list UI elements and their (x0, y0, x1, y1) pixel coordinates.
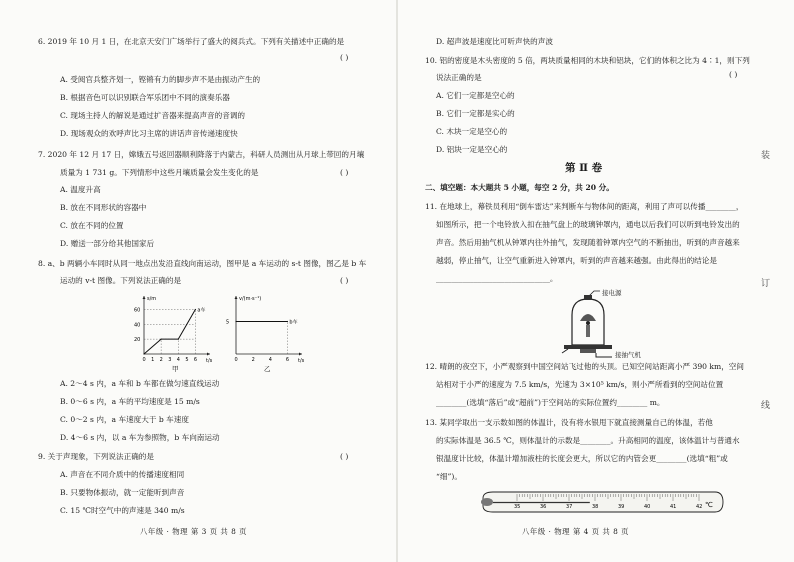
label-pump: 接抽气机 (615, 351, 641, 359)
q7-option-c: C. 放在不同的位置 (60, 221, 124, 230)
x-tick-label: 3 (168, 357, 172, 363)
thermometer-bulb (481, 498, 493, 506)
q8-answer-paren[interactable]: ( ) (340, 276, 349, 285)
clinical-thermometer (477, 488, 727, 518)
q6-option-c: C. 现场主持人的解说是通过扩音器来提高声音的音调的 (60, 111, 246, 120)
q13-line1: 13. 某同学取出一支示数如图的体温计，没有将水银甩下就直接测量自己的体温，若他 (425, 418, 713, 427)
q10-option-b: B. 它们一定都是实心的 (436, 109, 515, 118)
y-axis-arrow (143, 296, 146, 299)
x-axis-label: t/s (298, 358, 305, 364)
q10-option-a: A. 它们一定都是空心的 (436, 91, 515, 100)
edge-mark-xian: 线 (761, 401, 771, 411)
edge-mark-ding: 订 (761, 279, 771, 289)
q9-option-b: B. 只要物体振动，就一定能听到声音 (60, 488, 185, 497)
x-tick-label: 4 (268, 357, 272, 363)
x-tick-label: 6 (193, 357, 198, 363)
q8-option-c: C. 0～2 s 内，a 车速度大于 b 车速度 (60, 415, 189, 424)
q11-line2: 如图所示，把一个电铃放入扣在抽气盘上的玻璃钟罩内，通电以后我们可以听到电铃发出的 (436, 220, 740, 229)
q8-option-a: A. 2～4 s 内，a 车和 b 车都在做匀速直线运动 (60, 379, 220, 388)
thermometer-tick-label: 42 (696, 504, 703, 510)
q9-option-c: C. 15 ℃时空气中的声速是 340 m/s (60, 506, 185, 515)
thermometer-tick-label: 36 (540, 504, 547, 510)
y-axis-label: v/(m·s⁻¹) (239, 296, 262, 302)
chart-jia-st (128, 292, 218, 374)
series-line (144, 309, 195, 354)
thermometer-tick-label: 41 (670, 504, 677, 510)
thermometer-tick-label: 35 (514, 504, 521, 510)
q10-option-c: C. 木块一定是空心的 (436, 127, 508, 136)
q7-option-a: A. 温度升高 (60, 185, 101, 194)
y-axis-arrow (235, 296, 238, 299)
q11-line1: 11. 在地球上，幕铁员利用“倒车雷达”来判断车与物体间的距离，利用了声可以传播________， (425, 202, 744, 211)
x-tick-label: 1 (151, 357, 155, 363)
q13-line3: 银温度计比较，体温计增加液柱的长度会更大，所以它的内管会更________(选填“粗”或 (436, 454, 728, 463)
q10-option-d: D. 铝块一定是空心的 (436, 145, 508, 154)
label-power: 接电源 (602, 289, 622, 297)
x-tick-label: 2 (251, 357, 255, 363)
data-point (287, 321, 288, 322)
series-label: a车 (197, 307, 206, 314)
q12-line1: 12. 晴朗的夜空下，小严观察到中国空间站飞过他的头顶。已知空间站距离小严 390 km，空间 (425, 362, 744, 371)
q7-option-b: B. 放在不同形状的容器中 (60, 203, 147, 212)
q11-line3: 声音。然后用抽气机从钟罩内往外抽气，发现随着钟罩内空气的不断抽出，听到的声音越来 (436, 238, 740, 247)
data-point (235, 321, 236, 322)
q12-line3: ________(选填“落后”或“超前”)于空间站的实际位置约________ m。 (436, 398, 665, 407)
left-page-footer: 八年级 · 物理 第 3 页 共 8 页 (140, 527, 248, 536)
q8-stem-line1: 8. a、b 两辆小车同时从同一地点出发沿直线向南运动，图甲是 a 车运动的 s-t 图像，图乙是 b 车 (38, 259, 367, 268)
x-tick-label: 4 (176, 357, 180, 363)
q11-line4: 越弱，停止抽气，让空气重新进入钟罩内，听到的声音越来越强。由此得出的结论是 (436, 256, 717, 265)
thermometer-tick-label: 40 (644, 504, 651, 510)
q7-stem-line2: 质量为 1 731 g。下列情形中这些月壤质量会发生变化的是 (60, 168, 259, 177)
thermometer-tick-label: 39 (618, 504, 625, 510)
x-tick-label: 0 (234, 357, 238, 363)
q7-option-d: D. 赠送一部分给其他国家后 (60, 239, 155, 248)
q6-option-d: D. 现场观众的欢呼声比习主席的讲话声音传递速度快 (60, 129, 238, 138)
y-tick-label: 20 (134, 337, 141, 344)
y-tick-label: 60 (134, 307, 141, 314)
q10-stem-line1: 10. 铝的密度是木头密度的 5 倍，两块质量相同的木块和铝块，它们的体积之比为 4∶1，则下列 (425, 56, 750, 65)
data-point (161, 339, 162, 340)
right-page-footer: 八年级 · 物理 第 4 页 共 8 页 (522, 527, 630, 536)
section2-header: 二、填空题：本大题共 5 小题，每空 2 分，共 20 分。 (425, 183, 614, 192)
chart-caption: 乙 (264, 365, 271, 373)
q10-answer-paren[interactable]: ( ) (729, 70, 738, 79)
q9-answer-paren[interactable]: ( ) (340, 452, 349, 461)
q10-stem-line2: 说法正确的是 (436, 73, 482, 82)
q9-stem: 9. 关于声现象，下列说法正确的是 (38, 452, 154, 461)
q7-stem-line1: 7. 2020 年 12 月 17 日，嫦娥五号返回器顺利降落于内蒙古，科研人员测出从月球上带回的月壤 (38, 150, 365, 159)
q6-option-a: A. 受阅官兵整齐划一，铿锵有力的脚步声不是由振动产生的 (60, 75, 261, 84)
q11-line5: ______________________________。 (436, 274, 558, 283)
series-label: b车 (289, 319, 298, 326)
y-axis-label: s/m (147, 296, 157, 302)
chart-yi-vt (220, 292, 310, 374)
right-page (397, 0, 794, 562)
data-point (143, 353, 144, 354)
q6-stem: 6. 2019 年 10 月 1 日，在北京天安门广场举行了盛大的阅兵式。下列有关描述中正确的是 (38, 37, 345, 46)
q12-line2: 站相对于小严的速度为 7.5 km/s，光速为 3×10⁵ km/s，则小严所看到的空间站位置 (436, 380, 724, 389)
y-tick-label: 40 (134, 322, 141, 329)
q9-option-d: D. 超声波是速度比可听声快的声波 (436, 37, 553, 46)
q7-answer-paren[interactable]: ( ) (340, 168, 349, 177)
q8-option-d: D. 4～6 s 内，以 a 车为参照物，b 车向南运动 (60, 433, 220, 442)
x-axis-label: t/s (206, 358, 213, 364)
q9-option-a: A. 声音在不同介质中的传播速度相同 (60, 470, 185, 479)
thermometer-tick-label: 37 (566, 504, 573, 510)
x-axis-arrow (207, 353, 210, 356)
section-title: 第 Ⅱ 卷 (565, 162, 603, 174)
chart-caption: 甲 (172, 365, 179, 373)
x-tick-label: 2 (159, 357, 163, 363)
q6-answer-paren[interactable]: ( ) (340, 53, 349, 62)
x-tick-label: 5 (185, 357, 189, 363)
data-point (195, 309, 196, 310)
y-tick-label: 5 (226, 319, 230, 326)
q8-option-b: B. 0～6 s 内，a 车的平均速度是 15 m/s (60, 397, 200, 406)
thermometer-tick-label: 38 (592, 504, 599, 510)
x-tick-label: 6 (285, 357, 290, 363)
q13-line4: “细”)。 (436, 472, 462, 481)
x-tick-label: 0 (142, 357, 146, 363)
x-axis-arrow (299, 353, 302, 356)
thermometer-unit: ℃ (705, 501, 713, 509)
q8-stem-line2: 运动的 v-t 图像。下列说法正确的是 (60, 276, 182, 285)
edge-mark-zhuang: 装 (761, 151, 771, 161)
data-point (178, 339, 179, 340)
q6-option-b: B. 根据音色可以识别联合军乐团中不同的演奏乐器 (60, 93, 230, 102)
q13-line2: 的实际体温是 36.5 ℃，则体温计的示数是________。升高相同的温度，该体温计与普通水 (436, 436, 740, 445)
